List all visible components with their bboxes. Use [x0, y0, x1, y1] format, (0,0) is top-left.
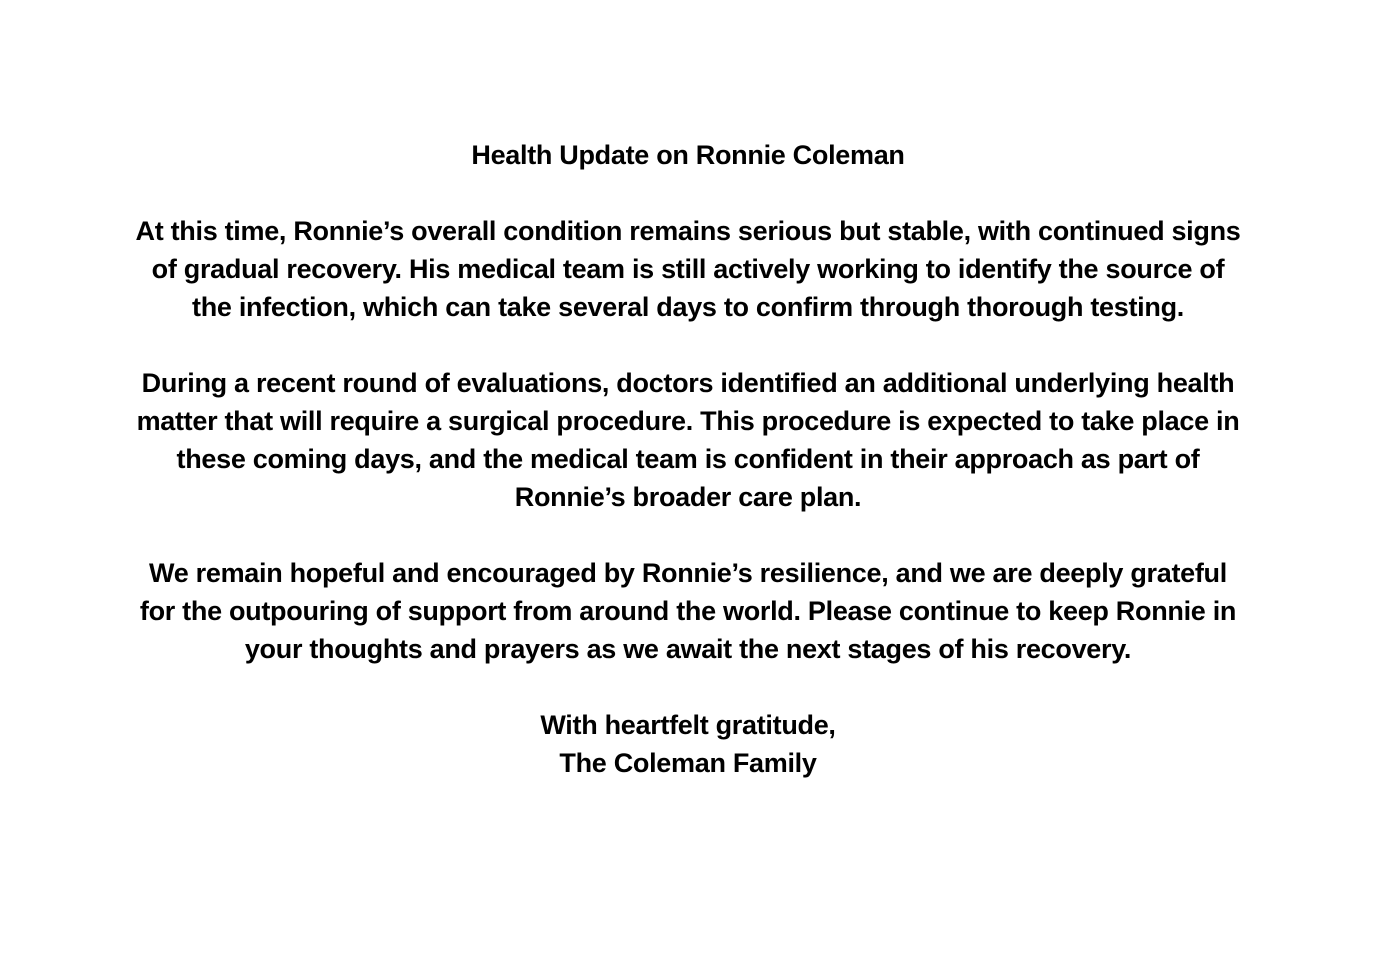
health-update-statement: [60, 136, 1316, 782]
paragraph-condition: [60, 212, 1316, 326]
closing-salutation: With heartfelt gratitude,: [540, 710, 836, 740]
paragraph-line: At this time, Ronnie’s overall condition remains serious but stable, with continued signs: [135, 216, 1241, 246]
paragraph-line: the infection, which can take several days to confirm through thorough testing.: [192, 292, 1184, 322]
paragraph-line: During a recent round of evaluations, doctors identified an additional underlying health: [141, 368, 1235, 398]
paragraph-gratitude: [60, 554, 1316, 668]
closing-block: [60, 706, 1316, 782]
paragraph-line: your thoughts and prayers as we await the next stages of his recovery.: [244, 634, 1132, 664]
paragraph-line: matter that will require a surgical procedure. This procedure is expected to take place in: [136, 406, 1240, 436]
statement-title: Health Update on Ronnie Coleman: [471, 140, 905, 170]
paragraph-line: these coming days, and the medical team is confident in their approach as part of: [176, 444, 1200, 474]
paragraph-line: of gradual recovery. His medical team is still actively working to identify the source of: [151, 254, 1225, 284]
paragraph-procedure: [60, 364, 1316, 516]
closing-signature: The Coleman Family: [559, 748, 817, 778]
paragraph-line: for the outpouring of support from around the world. Please continue to keep Ronnie in: [139, 596, 1237, 626]
paragraph-line: We remain hopeful and encouraged by Ronnie’s resilience, and we are deeply grateful: [149, 558, 1227, 588]
paragraph-line: Ronnie’s broader care plan.: [514, 482, 862, 512]
